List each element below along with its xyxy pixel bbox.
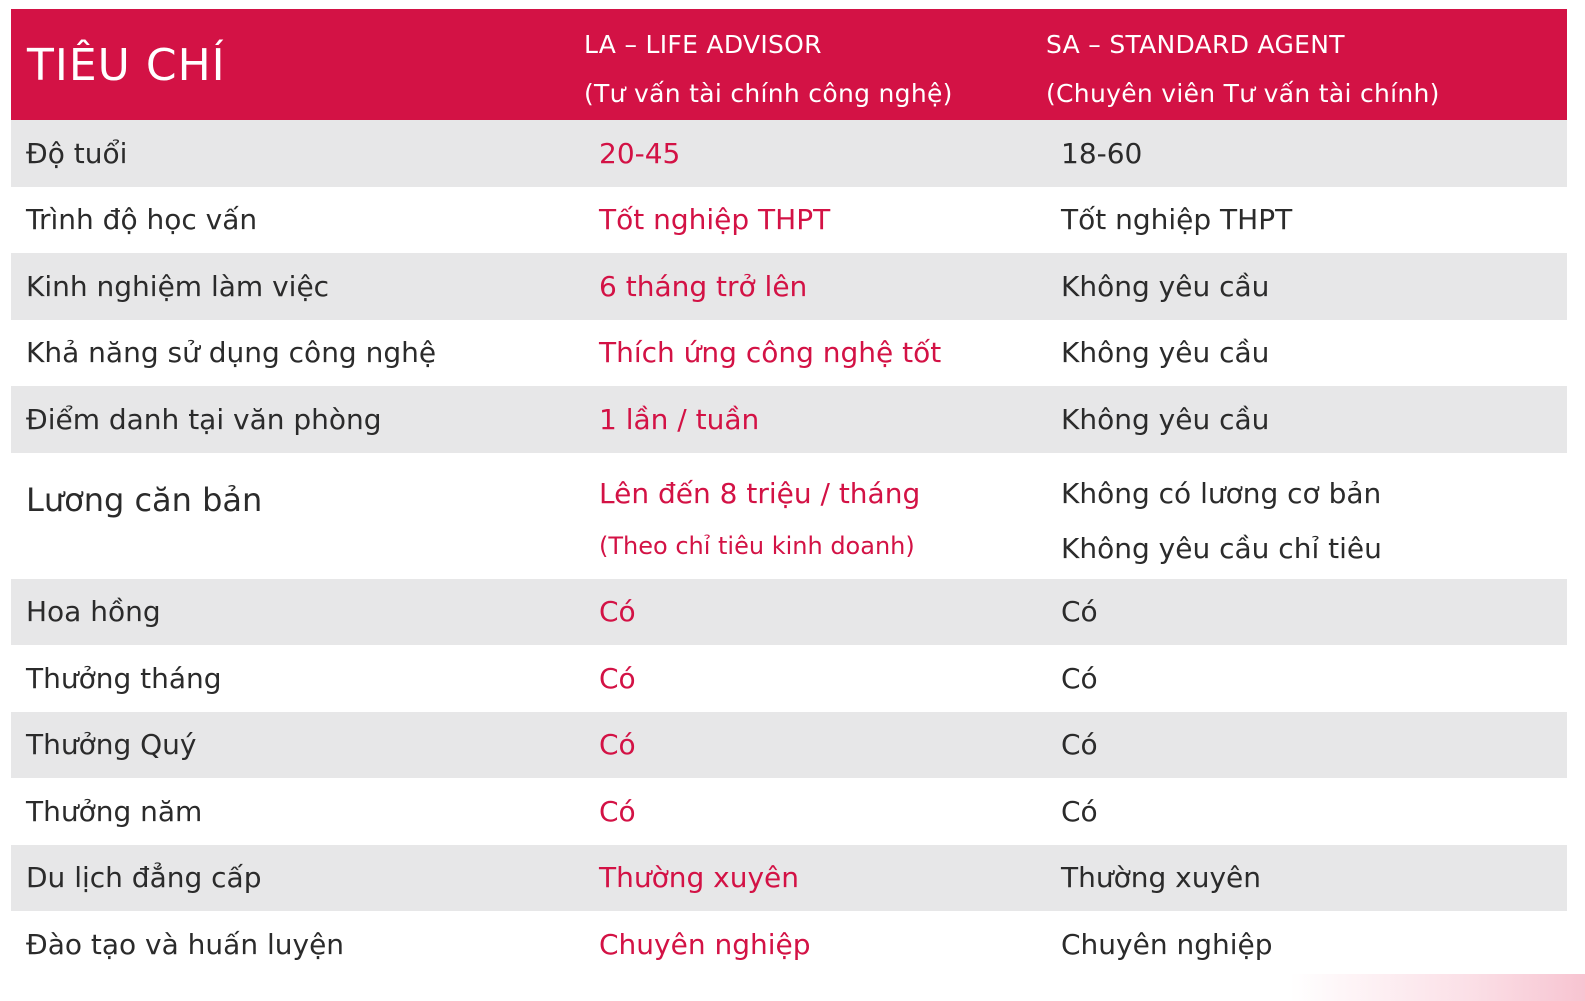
la-cell: Thích ứng công nghệ tốt bbox=[599, 336, 942, 370]
header-sa bbox=[1046, 9, 1567, 120]
sa-cell: Thường xuyên bbox=[1061, 861, 1262, 895]
sa-cell: Tốt nghiệp THPT bbox=[1061, 203, 1293, 237]
table-row bbox=[11, 645, 1567, 712]
sa-cell: Chuyên nghiệp bbox=[1061, 927, 1273, 961]
la-cell: Có bbox=[599, 728, 636, 762]
header-sa-title: SA – STANDARD AGENT bbox=[1046, 30, 1345, 59]
sa-cell: Có bbox=[1061, 595, 1098, 629]
sa-cell: Không yêu cầu bbox=[1061, 402, 1270, 436]
comparison-table-wrapper bbox=[11, 9, 1567, 978]
table-row bbox=[11, 845, 1567, 912]
criteria-cell: Điểm danh tại văn phòng bbox=[26, 402, 382, 436]
sa-cell: 18-60 bbox=[1061, 136, 1143, 170]
criteria-cell: Thưởng Quý bbox=[26, 728, 197, 762]
la-cell: 1 lần / tuần bbox=[599, 402, 760, 436]
sa-cell: Không yêu cầu bbox=[1061, 336, 1270, 370]
table-row bbox=[11, 778, 1567, 845]
la-cell: 20-45 bbox=[599, 136, 681, 170]
sa-cell bbox=[1046, 453, 1567, 579]
header-sa-subtitle: (Chuyên viên Tư vấn tài chính) bbox=[1046, 79, 1440, 108]
criteria-cell: Lương căn bản bbox=[26, 480, 263, 519]
header-la bbox=[584, 9, 1046, 120]
table-body bbox=[11, 120, 1567, 978]
sa-cell: Có bbox=[1061, 728, 1098, 762]
criteria-cell: Du lịch đẳng cấp bbox=[26, 861, 262, 895]
criteria-cell: Độ tuổi bbox=[26, 136, 128, 170]
header-la-subtitle: (Tư vấn tài chính công nghệ) bbox=[584, 79, 953, 108]
la-cell: Có bbox=[599, 595, 636, 629]
table-row bbox=[11, 386, 1567, 453]
criteria-cell: Đào tạo và huấn luyện bbox=[26, 927, 345, 961]
sa-salary-value: Không có lương cơ bản bbox=[1061, 476, 1382, 510]
sa-cell: Không yêu cầu bbox=[1061, 269, 1270, 303]
table-row bbox=[11, 911, 1567, 978]
la-cell: Tốt nghiệp THPT bbox=[599, 203, 831, 237]
la-salary-value: Lên đến 8 triệu / tháng bbox=[599, 476, 921, 510]
criteria-cell: Thưởng năm bbox=[26, 794, 203, 828]
table-row bbox=[11, 712, 1567, 779]
decorative-gradient bbox=[1290, 974, 1585, 1001]
sa-cell: Có bbox=[1061, 661, 1098, 695]
la-cell: Thường xuyên bbox=[599, 861, 800, 895]
table-row bbox=[11, 120, 1567, 187]
la-cell: Có bbox=[599, 794, 636, 828]
la-cell bbox=[584, 453, 1046, 579]
table-row bbox=[11, 453, 1567, 579]
header-la-title: LA – LIFE ADVISOR bbox=[584, 30, 822, 59]
criteria-cell: Hoa hồng bbox=[26, 595, 161, 629]
header-criteria: TIÊU CHÍ bbox=[27, 40, 226, 91]
la-cell: 6 tháng trở lên bbox=[599, 269, 808, 303]
sa-salary-note: Không yêu cầu chỉ tiêu bbox=[1061, 531, 1382, 565]
criteria-cell: Thưởng tháng bbox=[26, 661, 222, 695]
table-row bbox=[11, 320, 1567, 387]
table-row bbox=[11, 187, 1567, 254]
sa-cell: Có bbox=[1061, 794, 1098, 828]
table-header bbox=[11, 9, 1567, 120]
la-cell: Chuyên nghiệp bbox=[599, 927, 811, 961]
criteria-cell: Khả năng sử dụng công nghệ bbox=[26, 336, 437, 370]
la-salary-note: (Theo chỉ tiêu kinh doanh) bbox=[599, 531, 915, 560]
criteria-cell: Kinh nghiệm làm việc bbox=[26, 269, 330, 303]
table-row bbox=[11, 579, 1567, 646]
criteria-cell: Trình độ học vấn bbox=[26, 203, 258, 237]
header-row bbox=[11, 9, 1567, 120]
comparison-table bbox=[11, 9, 1567, 978]
la-cell: Có bbox=[599, 661, 636, 695]
table-row bbox=[11, 253, 1567, 320]
